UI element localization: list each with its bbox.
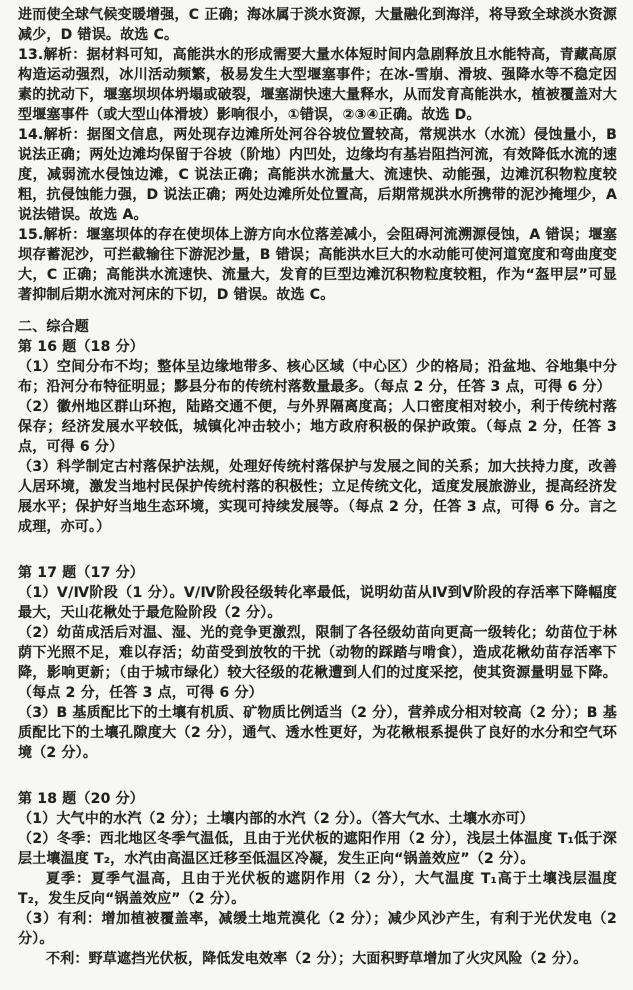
answer-explanation-q14: 14.解析：据图文信息，两处现存边滩所处河谷谷坡位置较高，常规洪水（水流）侵蚀量小，B 说法正确；两处边滩均保留于谷坡（阶地）内凹处，边缘均有基岩阻挡河流，有效降低水流的速度，减弱流水侵蚀边滩，C 说法正确；高能洪水流量大、流速快、动能强，边滩沉积物粒度较粗，抗侵蚀能力强，D 说法正确；两处边滩所处位置高，后期常规洪水所携带的泥沙掩埋少，A 说法错误。故选 A。	[18, 127, 617, 223]
question-17-heading: 第 17 题（17 分）	[18, 565, 144, 581]
answer-explanation-q13: 13.解析：据材料可知，高能洪水的形成需要大量水体短时间内急剧释放且水能特高，青藏高原构造运动强烈，冰川活动频繁，极易发生大型堰塞事件；在冰-雪崩、滑坡、强降水等不稳定因素的扰动下，堰塞坝坝体坍塌或破裂，堰塞湖快速大量释水，从而发育高能洪水，植被覆盖对大型堰塞事件（或大型山体滑坡）影响很小，①错误，②③④正确。故选 D。	[18, 47, 617, 123]
question-18-answer-1: （1）大气中的水汽（2 分）；土壤内部的水汽（2 分）。（答大气水、土壤水亦可）	[18, 811, 534, 827]
answer-explanation-q15: 15.解析：堰塞坝体的存在使坝体上游方向水位落差减小，会阻碍河流溯源侵蚀，A 错误；堰塞坝存蓄泥沙，可拦截输往下游泥沙量，B 错误；高能洪水巨大的水动能可使河道宽度和弯曲度变大，C 正确；高能洪水流速快、流量大，发育的巨型边滩沉积物粒度较粗，作为“盔甲层”可显著抑制后期水流对河床的下切，D 错误。故选 C。	[18, 227, 617, 303]
question-18-answer-2-winter: （2）冬季：西北地区冬季气温低，且由于光伏板的遮阳作用（2 分），浅层土体温度 T₁低于深层土壤温度 T₂，水汽由高温区迁移至低温区冷凝，发生正向“锅盖效应”（2 分）。	[18, 831, 617, 867]
question-18-answer-3-cons: 不利：野草遮挡光伏板，降低发电效率（2 分）；大面积野草增加了火灾风险（2 分）。	[46, 951, 588, 967]
question-17-answer-3: （3）B 基质配比下的土壤有机质、矿物质比例适当（2 分），营养成分相对较高（2 分）；B 基质配比下的土壤孔隙度大（2 分），通气、透水性更好，为花楸根系提供了良好的水分和空气环境（2 分）。	[18, 705, 617, 761]
question-18-answer-3-pros: （3）有利：增加植被覆盖率，减缓土地荒漠化（2 分）；减少风沙产生，有利于光伏发电（2 分）。	[18, 911, 617, 947]
question-16-heading: 第 16 题（18 分）	[18, 339, 144, 355]
section-heading-comprehensive: 二、综合题	[18, 319, 89, 335]
question-17-answer-1: （1）Ⅴ/Ⅳ阶段（1 分）。Ⅴ/Ⅳ阶段径级转化率最低，说明幼苗从Ⅳ到Ⅴ阶段的存活率下降幅度最大，天山花楸处于最危险阶段（2 分）。	[18, 585, 617, 621]
answer-continuation-q12: 进而使全球气候变暖增强，C 正确；海冰属于淡水资源，大量融化到海洋，将导致全球淡水资源减少，D 错误。故选 C。	[18, 7, 617, 43]
question-17-answer-2: （2）幼苗成活后对温、湿、光的竞争更激烈，限制了各径级幼苗向更高一级转化；幼苗位于林荫下光照不足，难以存活；幼苗受到放牧的干扰（动物的踩踏与啃食），造成花楸幼苗存活率下降，影响更新；（由于城市绿化）较大径级的花楸遭到人们的过度采挖，使其资源量明显下降。（每点 2 分，任答 3 点，可得 6 分）	[18, 625, 617, 701]
question-16-answer-1: （1）空间分布不均；整体呈边缘地带多、核心区域（中心区）少的格局；沿盆地、谷地集中分布；沿河分布特征明显；黟县分布的传统村落数量最多。（每点 2 分，任答 3 点，可得 6 分）	[18, 359, 617, 395]
question-16-answer-3: （3）科学制定古村落保护法规，处理好传统村落保护与发展之间的关系；加大扶持力度，改善人居环境，激发当地村民保护传统村落的积极性；立足传统文化，适度发展旅游业，提高经济发展水平；保护好当地生态环境，实现可持续发展等。（每点 2 分，任答 3 点，可得 6 分。言之成理，亦可。）	[18, 459, 617, 535]
question-18-heading: 第 18 题（20 分）	[18, 791, 144, 807]
question-18-answer-2-summer: 夏季：夏季气温高，且由于光伏板的遮阴作用（2 分），大气温度 T₁高于土壤浅层温度 T₂，发生反向“锅盖效应”（2 分）。	[18, 871, 617, 907]
question-16-answer-2: （2）徽州地区群山环抱，陆路交通不便，与外界隔离度高；人口密度相对较小，利于传统村落保存；经济发展水平较低，城镇化冲击较小；地方政府积极的保护政策。（每点 2 分，任答 3 点，可得 6 分）	[18, 399, 617, 455]
